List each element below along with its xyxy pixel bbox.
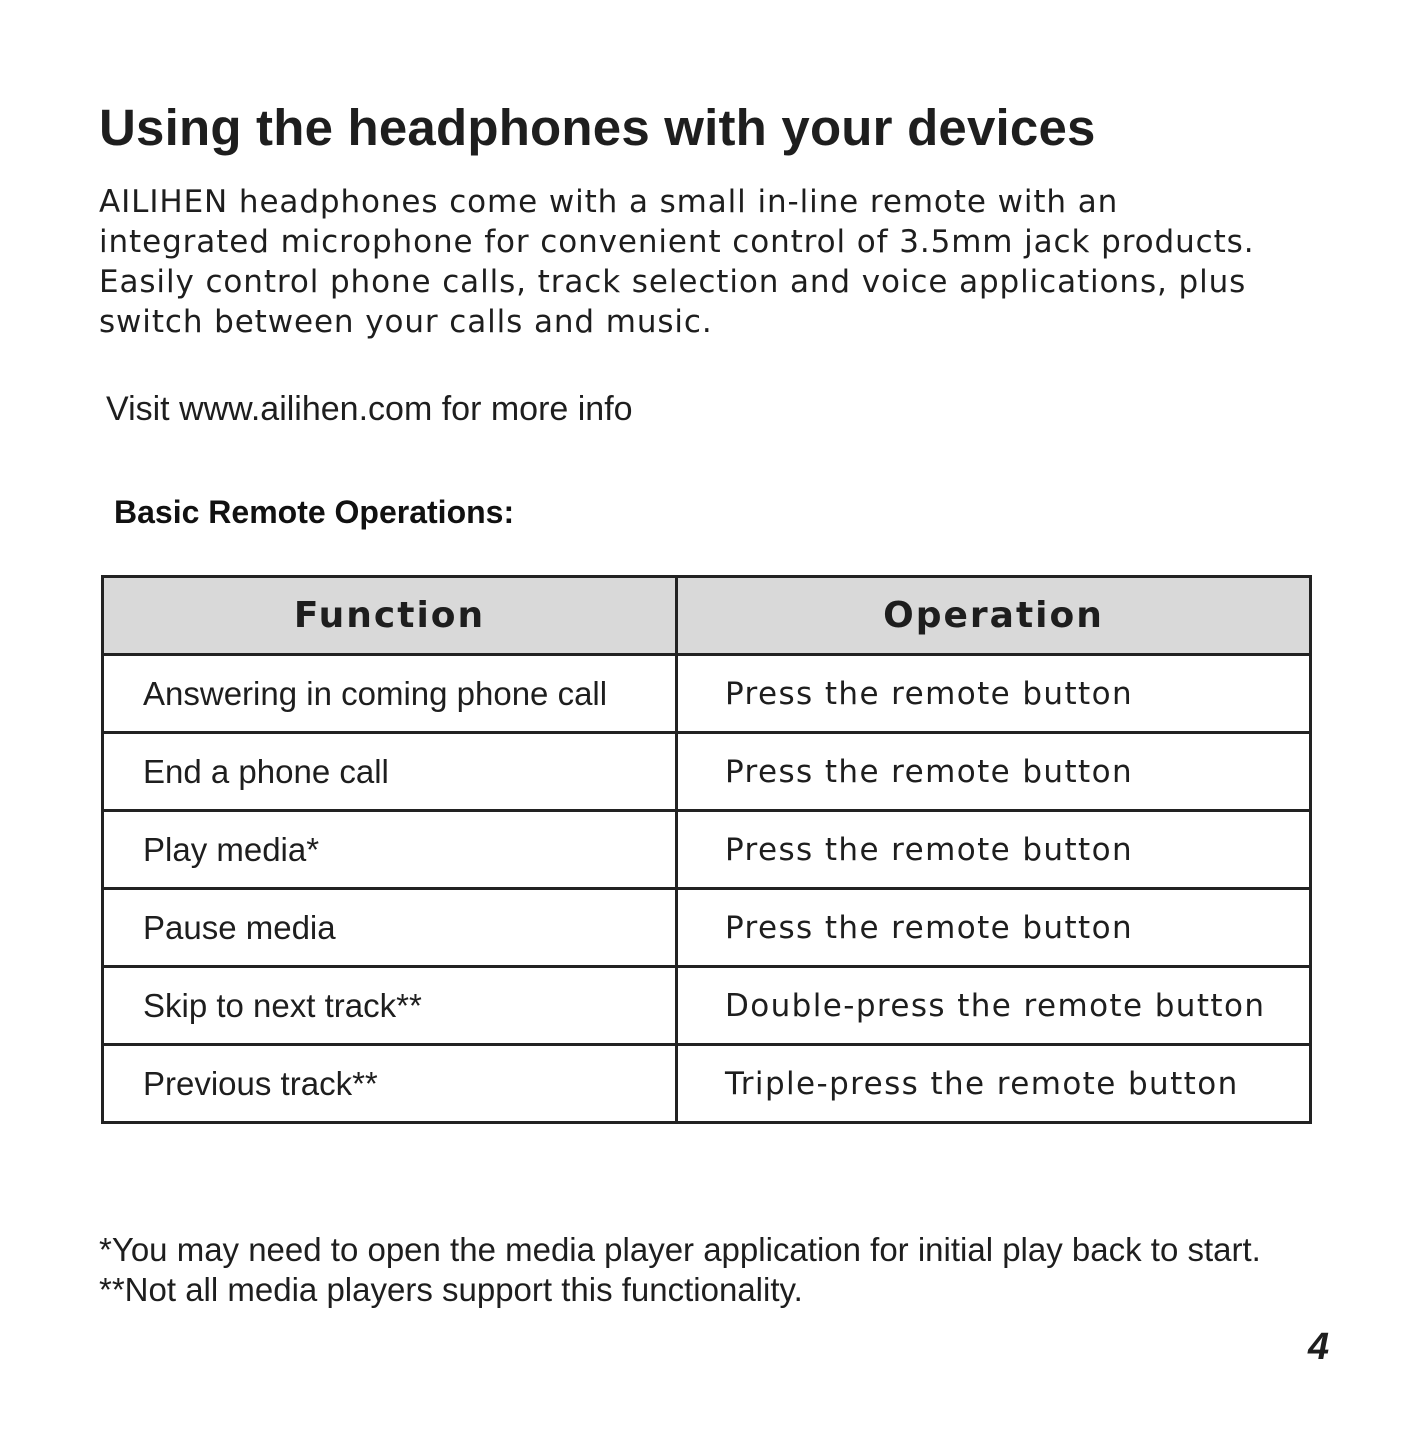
footnote: *You may need to open the media player application for initial play back to start.: [99, 1231, 1261, 1268]
table-row: [103, 889, 1311, 967]
table-row: [103, 1045, 1311, 1123]
footnote: **Not all media players support this functionality.: [99, 1271, 803, 1308]
operation-cell: Press the remote button: [677, 811, 1311, 889]
table-header-row: [103, 577, 1311, 655]
intro-line: integrated microphone for convenient control of 3.5mm jack products.: [99, 224, 1255, 260]
operation-column-header: Operation: [677, 577, 1311, 655]
remote-operations-table: [101, 575, 1312, 1124]
footnotes: [99, 1230, 1261, 1310]
table-row: [103, 967, 1311, 1045]
function-cell: Previous track**: [103, 1045, 677, 1123]
function-column-header: Function: [103, 577, 677, 655]
function-cell: Skip to next track**: [103, 967, 677, 1045]
operation-cell: Press the remote button: [677, 733, 1311, 811]
function-cell: Answering in coming phone call: [103, 655, 677, 733]
section-heading: Basic Remote Operations:: [114, 494, 515, 530]
intro-line: AILIHEN headphones come with a small in-line remote with an: [99, 184, 1119, 220]
visit-website-text: Visit www.ailihen.com for more info: [106, 390, 633, 428]
page-number: 4: [1308, 1326, 1330, 1368]
table-row: [103, 733, 1311, 811]
function-cell: Pause media: [103, 889, 677, 967]
function-cell: Play media*: [103, 811, 677, 889]
operation-cell: Double-press the remote button: [677, 967, 1311, 1045]
table-row: [103, 811, 1311, 889]
function-cell: End a phone call: [103, 733, 677, 811]
page-title: Using the headphones with your devices: [99, 99, 1096, 156]
intro-line: Easily control phone calls, track selection and voice applications, plus: [99, 264, 1247, 300]
operation-cell: Press the remote button: [677, 889, 1311, 967]
operation-cell: Press the remote button: [677, 655, 1311, 733]
table-row: [103, 655, 1311, 733]
operation-cell: Triple-press the remote button: [677, 1045, 1311, 1123]
intro-line: switch between your calls and music.: [99, 304, 713, 340]
intro-paragraph: [99, 182, 1339, 342]
